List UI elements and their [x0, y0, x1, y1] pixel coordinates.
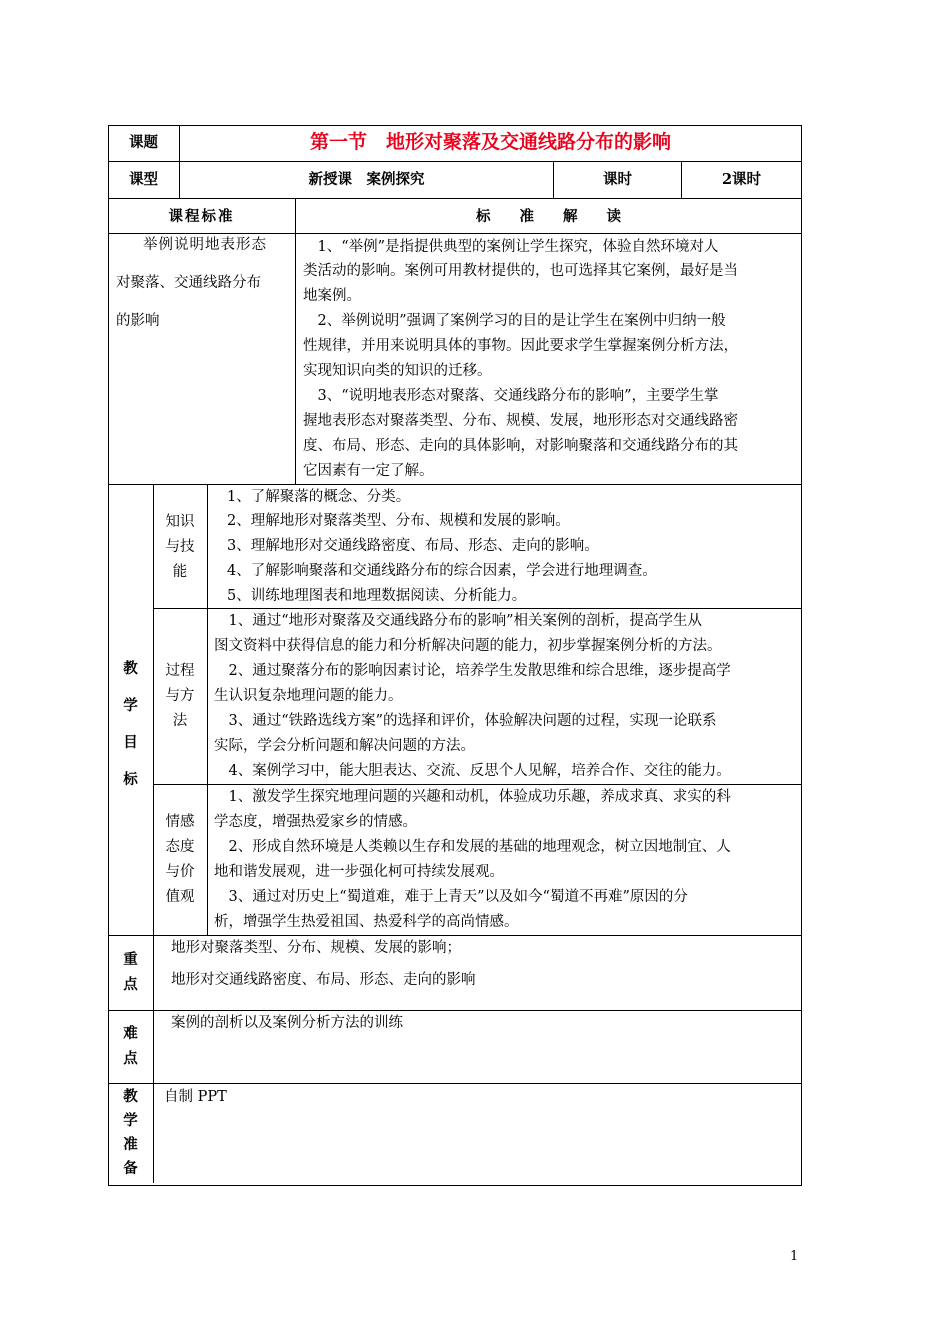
text-line: 性规律，并用来说明具体的事物。因此要求学生掌握案例分析方法， — [303, 338, 738, 354]
text-line: 握地表形态对聚落类型、分布、规模、发展，地形形态对交通线路密 — [303, 413, 738, 429]
text-line: 4、了解影响聚落和交通线路分布的综合因素，学会进行地理调查。 — [227, 563, 657, 579]
text-line: 地形对聚落类型、分布、规模、发展的影响； — [171, 940, 461, 956]
text-line: 1、“举例”是指提供典型的案例让学生探究，体验自然环境对人 — [303, 239, 719, 255]
text-line: 它因素有一定了解。 — [303, 463, 434, 479]
text-line: 2、理解地形对聚落类型、分布、规模和发展的影响。 — [227, 513, 570, 529]
class-hours-label: 课时 — [603, 171, 632, 188]
teaching-preparation-text: 自制 PPT — [164, 1089, 227, 1105]
row-divider — [108, 198, 802, 199]
row-divider — [108, 484, 802, 485]
emotion-values-label: 情感 态度 与价 值观 — [165, 814, 195, 905]
text-line: 3、理解地形对交通线路密度、布局、形态、走向的影响。 — [227, 538, 599, 554]
text-line: 地和谐发展观，进一步强化柯可持续发展观。 — [214, 864, 504, 880]
difficulties-text: 案例的剖析以及案例分析方法的训练 — [171, 1015, 403, 1031]
text-line: 2、通过聚落分布的影响因素讨论，培养学生发散思维和综合思维，逐步提高学 — [214, 663, 731, 679]
text-line: 4、案例学习中，能大胆表达、交流、反思个人见解，培养合作、交往的能力。 — [214, 763, 731, 779]
text-line: 1、通过“地形对聚落及交通线路分布的影响”相关案例的剖析，提高学生从 — [214, 613, 703, 629]
process-methods-label: 过程 与方 法 — [165, 663, 195, 729]
page-number: 1 — [790, 1249, 799, 1264]
course-title: 第一节 地形对聚落及交通线路分布的影响 — [309, 131, 671, 153]
row-divider — [108, 161, 802, 162]
teaching-preparation-label: 教 学 准 备 — [123, 1088, 138, 1177]
text-line: 1、激发学生探究地理问题的兴趣和动机，体验成功乐趣，养成求真、求实的科 — [214, 789, 731, 805]
course-title-label: 课题 — [129, 134, 158, 151]
text-line: 2、形成自然环境是人类赖以生存和发展的基础的地理观念，树立因地制宜、人 — [214, 839, 731, 855]
text-line: 举例说明地表形态 — [143, 237, 267, 253]
text-line: 3、通过对历史上“蜀道难，难于上青天”以及如今“蜀道不再难”原因的分 — [214, 889, 688, 905]
text-line: 度、布局、形态、走向的具体影响，对影响聚落和交通线路分布的其 — [303, 438, 738, 454]
difficulties-label: 难 点 — [123, 1025, 138, 1067]
text-line: 实现知识向类的知识的迁移。 — [303, 363, 492, 379]
text-line: 实际，学会分析问题和解决问题的方法。 — [214, 738, 475, 754]
text-line: 1、了解聚落的概念、分类。 — [227, 489, 411, 505]
row-divider — [108, 1083, 802, 1084]
lesson-type-value: 新授课 案例探究 — [308, 171, 425, 188]
text-line: 生认识复杂地理问题的能力。 — [214, 688, 403, 704]
class-hours-value: 2课时 — [721, 171, 762, 188]
col-divider — [295, 198, 296, 484]
text-line: 3、通过“铁路选线方案”的选择和评价，体验解决问题的过程，实现一论联系 — [214, 713, 717, 729]
standard-interpretation-header: 标 准 解 读 — [476, 208, 621, 225]
text-line: 的影响 — [116, 313, 160, 329]
text-line: 5、训练地理图表和地理数据阅读、分析能力。 — [227, 588, 527, 604]
text-line: 图文资料中获得信息的能力和分析解决问题的能力，初步掌握案例分析的方法。 — [214, 638, 722, 654]
text-line: 2、举例说明”强调了案例学习的目的是让学生在案例中归纳一般 — [303, 313, 726, 329]
text-line: 类活动的影响。案例可用教材提供的，也可选择其它案例，最好是当 — [303, 263, 738, 279]
text-line: 地案例。 — [303, 288, 361, 304]
text-line: 地形对交通线路密度、布局、形态、走向的影响 — [171, 972, 476, 988]
col-divider — [207, 484, 208, 935]
text-line: 对聚落、交通线路分布 — [116, 275, 261, 291]
key-points-label: 重 点 — [123, 951, 138, 993]
text-line: 析，增强学生热爱祖国、热爱科学的高尚情感。 — [214, 914, 519, 930]
knowledge-skills-label: 知识 与技 能 — [165, 514, 195, 580]
course-standard-header: 课程标准 — [168, 208, 235, 225]
text-line: 学态度，增强热爱家乡的情感。 — [214, 814, 417, 830]
lesson-type-label: 课型 — [129, 171, 158, 188]
teaching-objectives-label: 教 学 目 标 — [123, 660, 138, 788]
text-line: 3、“说明地表形态对聚落、交通线路分布的影响”，主要学生掌 — [303, 388, 719, 404]
